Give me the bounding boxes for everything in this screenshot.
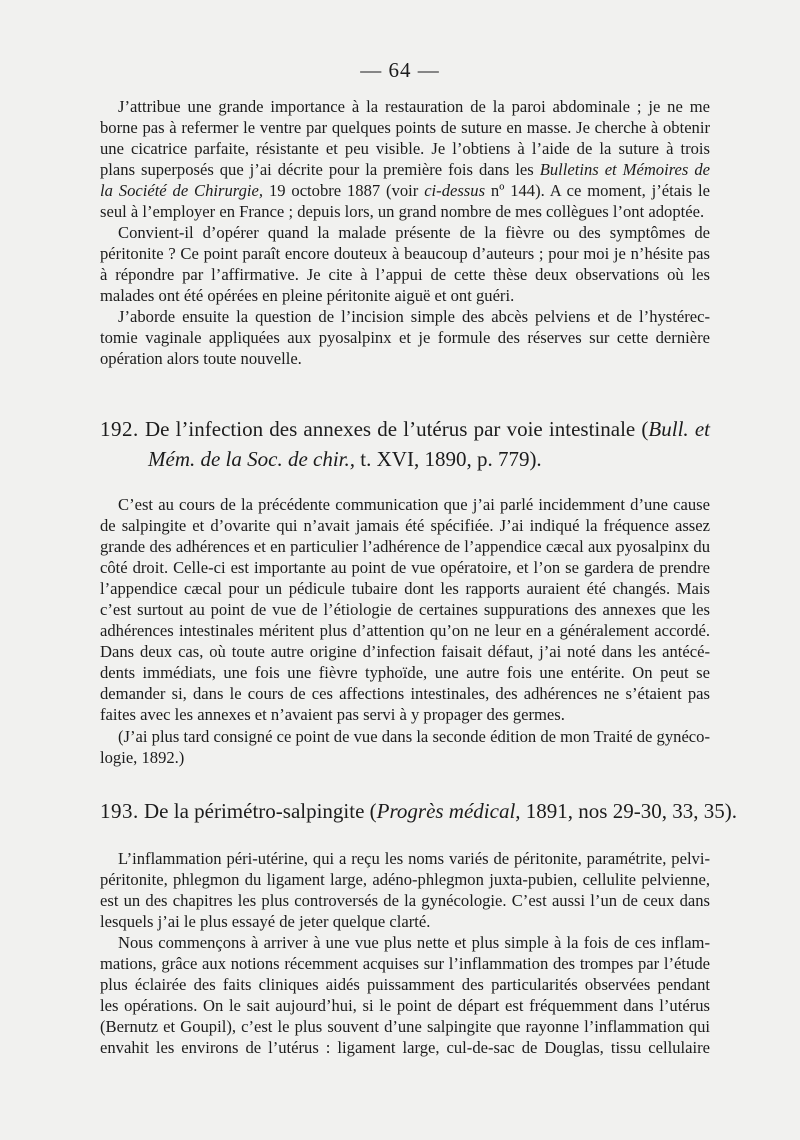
- section-number: 192.: [100, 417, 139, 441]
- heading-line: 192. De l’infection des annexes de l’utérus par voie intestinale (Bull. et: [100, 417, 710, 441]
- text-line: tomie vaginale appliquées aux pyosalpinx et je formule des réserves sur cette dernière: [100, 328, 710, 347]
- paragraph-abces: [100, 306, 710, 369]
- text-line: l’appendice cæcal pour un pédicule tubaire dont les rapports auraient été changés. Mais: [100, 579, 710, 598]
- text-line: lesquels j’ai le plus essayé de jeter quelque clarté.: [100, 912, 431, 931]
- text-line: seul à l’employer en France ; depuis lors, un grand nombre de mes collègues l’ont adoptée.: [100, 202, 705, 221]
- text-line: de salpingite et d’ovarite qui n’avait jamais été spécifiée. J’ai indiqué la fréquence assez: [100, 516, 710, 535]
- text-line: Convient-il d’opérer quand la malade présente de la fièvre ou des symptômes de: [118, 223, 710, 242]
- text-line: (Bernutz et Goupil), c’est le plus souvent d’une salpingite que rayonne l’inflammation qui: [100, 1017, 710, 1036]
- text-line: J’attribue une grande importance à la restauration de la paroi abdominale ; je ne me: [118, 97, 710, 116]
- text-line: péritonite, phlegmon du ligament large, adéno-phlegmon juxta-pubien, cellulite pelvienne,: [100, 870, 710, 889]
- text-line: les opérations. On le sait aujourd’hui, si le point de départ est fréquemment dans l’utérus: [100, 996, 710, 1015]
- text-line: côté droit. Celle-ci est importante au point de vue opératoire, et l’on se gardera de prendre: [100, 558, 710, 577]
- text-line: plans superposés que j’ai décrite pour la première fois dans les Bulletins et Mémoires de: [100, 160, 710, 179]
- page-number: — 64 —: [360, 58, 440, 82]
- text-line: adhérences intestinales méritent plus d’attention qu’on ne leur en a généralement accordé.: [100, 621, 710, 640]
- paragraph-note: [100, 726, 710, 768]
- text-line: plus éclairée des faits cliniques aidés puissamment des particularités observées pendant: [100, 975, 710, 994]
- section-heading-192: [100, 414, 710, 474]
- heading-line: Mém. de la Soc. de chir., t. XVI, 1890, p. 779).: [148, 447, 542, 471]
- text-line: Nous commençons à arriver à une vue plus nette et plus simple à la fois de ces inflam-: [118, 933, 710, 952]
- text-line: Dans deux cas, où toute autre origine d’infection faisait défaut, j’ai noté dans les antécé-: [100, 642, 710, 661]
- text-line: dents immédiats, une fois une fièvre typhoïde, une autre fois une entérite. On peut se: [100, 663, 710, 682]
- text-line: (J’ai plus tard consigné ce point de vue dans la seconde édition de mon Traité de gynéco-: [118, 727, 710, 746]
- paragraph-infection: [100, 494, 710, 725]
- text-line: grande des adhérences et en particulier l’adhérence de l’appendice cæcal aux pyosalpinx du: [100, 537, 710, 556]
- text-line: C’est au cours de la précédente communication que j’ai parlé incidemment d’une cause: [118, 495, 710, 514]
- text-line: mations, grâce aux notions récemment acquises sur l’inflammation des trompes par l’étude: [100, 954, 710, 973]
- text-line: à répondre par l’affirmative. Je cite à l’appui de cette thèse deux observations où les: [100, 265, 710, 284]
- section-number: 193.: [100, 799, 139, 823]
- text-line: logie, 1892.): [100, 748, 185, 767]
- text-line: borne pas à refermer le ventre par quelques points de suture en masse. Je cherche à obtenir: [100, 118, 710, 137]
- section-heading-193: [100, 796, 737, 826]
- text-line: est un des chapitres les plus controversés de la gynécologie. C’est aussi l’un de ceux dans: [100, 891, 710, 910]
- text-line: péritonite ? Ce point paraît encore douteux à beaucoup d’auteurs ; pour moi je n’hésite pas: [100, 244, 710, 263]
- paragraph-notions: [100, 932, 710, 1058]
- text-line: J’aborde ensuite la question de l’incision simple des abcès pelviens et de l’hystérec-: [118, 307, 710, 326]
- text-line: faites avec les annexes et n’avaient pas servi à y propager des germes.: [100, 705, 565, 724]
- heading-line: 193. De la périmétro-salpingite (Progrès médical, 1891, nos 29-30, 33, 35).: [100, 799, 737, 823]
- text-line: c’est surtout au point de vue de l’étiologie de certaines suppurations des annexes que les: [100, 600, 710, 619]
- text-line: L’inflammation péri-utérine, qui a reçu les noms variés de péritonite, paramétrite, pelvi-: [118, 849, 710, 868]
- text-line: demander si, dans le cours de ces affections intestinales, des adhérences ne s’étaient pas: [100, 684, 710, 703]
- text-line: envahit les environs de l’utérus : ligament large, cul-de-sac de Douglas, tissu cellulaire: [100, 1038, 710, 1057]
- paragraph-suture: [100, 96, 710, 222]
- text-line: opération alors toute nouvelle.: [100, 349, 302, 368]
- paragraph-inflammation: [100, 848, 710, 932]
- text-line: la Société de Chirurgie, 19 octobre 1887 (voir ci-dessus nº 144). A ce moment, j’étais le: [100, 181, 711, 200]
- text-line: malades ont été opérées en pleine péritonite aiguë et ont guéri.: [100, 286, 515, 305]
- text-line: une cicatrice parfaite, résistante et peu visible. Je l’obtiens à l’aide de la suture à trois: [100, 139, 710, 158]
- paragraph-fever: [100, 222, 710, 306]
